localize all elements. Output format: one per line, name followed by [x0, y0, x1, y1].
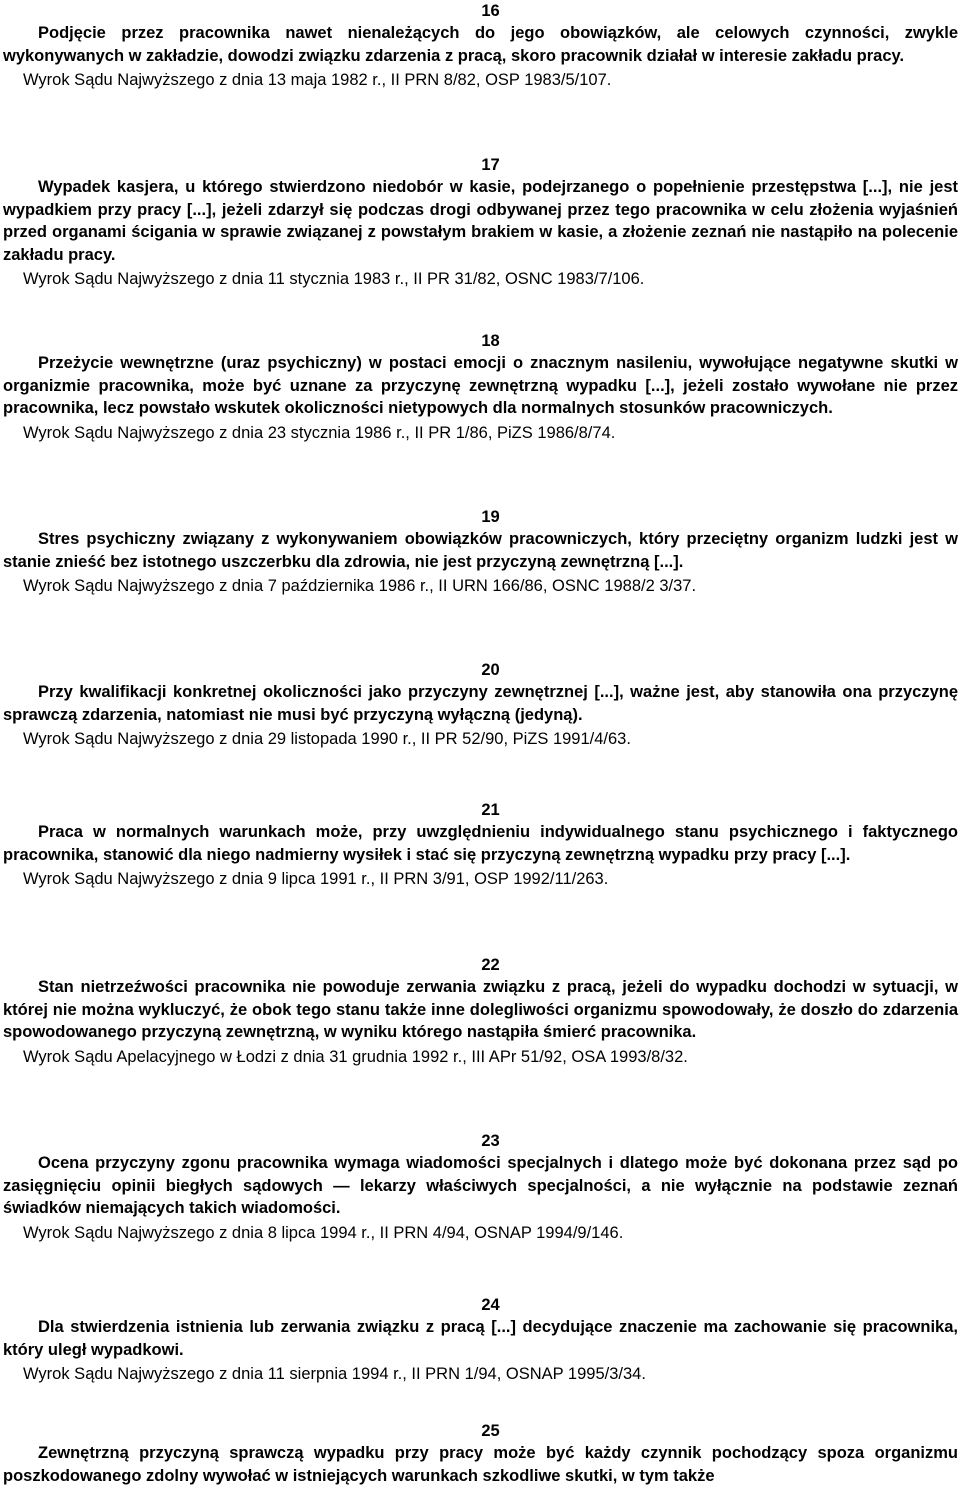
- ruling-entry-18: [3, 330, 958, 444]
- ruling-thesis: Przeżycie wewnętrzne (uraz psychiczny) w postaci emocji o znacznym nasileniu, wywołujące negatywne skutki w organizmie pracownika, może być uznane za przyczynę zewnętrzną wypadku [...], jeżeli zostało wywołane nie przez pracownika, lecz powstało wskutek okoliczności nietypowych dla normalnych stosunków pracowniczych.: [3, 354, 958, 417]
- ruling-citation: Wyrok Sądu Najwyższego z dnia 11 sierpnia 1994 r., II PRN 1/94, OSNAP 1995/3/34.: [23, 1365, 646, 1383]
- ruling-number: 17: [481, 156, 500, 174]
- ruling-number: 24: [481, 1296, 500, 1314]
- ruling-number: 23: [481, 1132, 500, 1150]
- ruling-entry-20: [3, 659, 958, 750]
- ruling-thesis: Przy kwalifikacji konkretnej okoliczności jako przyczyny zewnętrznej [...], ważne jest, aby stanowiła ona przyczynę sprawczą zdarzenia, natomiast nie musi być przyczyną wyłączną (jedyną).: [3, 683, 958, 724]
- ruling-entry-16: [3, 0, 958, 91]
- ruling-number: 16: [481, 2, 500, 20]
- ruling-number: 22: [481, 956, 500, 974]
- ruling-thesis: Zewnętrzną przyczyną sprawczą wypadku przy pracy może być każdy czynnik pochodzący spoza organizmu poszkodowanego zdolny wywołać w istniejących warunkach szkodliwe skutki, w tym także: [3, 1444, 958, 1485]
- ruling-thesis: Stan nietrzeźwości pracownika nie powoduje zerwania związku z pracą, jeżeli do wypadku dochodzi w sytuacji, w której nie można wykluczyć, że obok tego stanu także inne dolegliwości organizmu spowodowały, że doszło do zdarzenia spowodowanego przyczyną zewnętrzną, w wyniku którego nastąpiła śmierć pracownika.: [3, 978, 958, 1041]
- ruling-entry-24: [3, 1294, 958, 1385]
- ruling-thesis: Stres psychiczny związany z wykonywaniem obowiązków pracowniczych, który przeciętny organizm ludzki jest w stanie znieść bez istotnego uszczerbku dla zdrowia, nie jest przyczyną zewnętrzną [...].: [3, 530, 958, 571]
- ruling-number: 20: [481, 661, 500, 679]
- ruling-number: 19: [481, 508, 500, 526]
- ruling-citation: Wyrok Sądu Najwyższego z dnia 11 stycznia 1983 r., II PR 31/82, OSNC 1983/7/106.: [23, 270, 645, 288]
- ruling-number: 18: [481, 332, 500, 350]
- ruling-entry-17: [3, 154, 958, 290]
- ruling-citation: Wyrok Sądu Najwyższego z dnia 8 lipca 1994 r., II PRN 4/94, OSNAP 1994/9/146.: [23, 1223, 624, 1242]
- ruling-citation: Wyrok Sądu Najwyższego z dnia 13 maja 1982 r., II PRN 8/82, OSP 1983/5/107.: [23, 71, 612, 89]
- ruling-entry-23: [3, 1130, 958, 1244]
- ruling-thesis: Dla stwierdzenia istnienia lub zerwania związku z pracą [...] decydujące znaczenie ma zachowanie się pracownika, który uległ wypadkowi.: [3, 1318, 958, 1359]
- ruling-entry-22: [3, 954, 958, 1068]
- ruling-citation: Wyrok Sądu Apelacyjnego w Łodzi z dnia 31 grudnia 1992 r., III APr 51/92, OSA 1993/8/32.: [23, 1047, 688, 1066]
- ruling-citation: Wyrok Sądu Najwyższego z dnia 29 listopada 1990 r., II PR 52/90, PiZS 1991/4/63.: [23, 730, 631, 748]
- ruling-entry-25: [3, 1420, 958, 1487]
- ruling-entry-19: [3, 506, 958, 597]
- ruling-thesis: Ocena przyczyny zgonu pracownika wymaga wiadomości specjalnych i dlatego może być dokonana przez sąd po zasięgnięciu opinii biegłych sądowych — lekarzy właściwych specjalności, a nie wyłącznie na podstawie zeznań świadków niemających takich wiadomości.: [3, 1154, 958, 1217]
- ruling-thesis: Podjęcie przez pracownika nawet nienależących do jego obowiązków, ale celowych czynności, zwykle wykonywanych w zakładzie, dowodzi związku zdarzenia z pracą, skoro pracownik działał w interesie zakładu pracy.: [3, 24, 958, 65]
- ruling-thesis: Wypadek kasjera, u którego stwierdzono niedobór w kasie, podejrzanego o popełnienie przestępstwa [...], nie jest wypadkiem przy pracy [...], jeżeli zdarzył się podczas drogi odbywanej przez tego pracownika w celu złożenia wyjaśnień przed organami ścigania w sprawie związanej z powstałym brakiem w kasie, a złożenie zeznań nie nastąpiło na polecenie zakładu pracy.: [3, 178, 958, 264]
- ruling-citation: Wyrok Sądu Najwyższego z dnia 23 stycznia 1986 r., II PR 1/86, PiZS 1986/8/74.: [23, 423, 616, 442]
- ruling-entry-21: [3, 799, 958, 890]
- ruling-number: 21: [481, 801, 500, 819]
- ruling-citation: Wyrok Sądu Najwyższego z dnia 7 października 1986 r., II URN 166/86, OSNC 1988/2 3/37.: [23, 577, 697, 595]
- ruling-number: 25: [481, 1422, 500, 1440]
- ruling-thesis: Praca w normalnych warunkach może, przy uwzględnieniu indywidualnego stanu psychicznego i faktycznego pracownika, stanowić dla niego nadmierny wysiłek i stać się przyczyną zewnętrzną wypadku przy pracy [...].: [3, 823, 958, 864]
- ruling-citation: Wyrok Sądu Najwyższego z dnia 9 lipca 1991 r., II PRN 3/91, OSP 1992/11/263.: [23, 870, 609, 888]
